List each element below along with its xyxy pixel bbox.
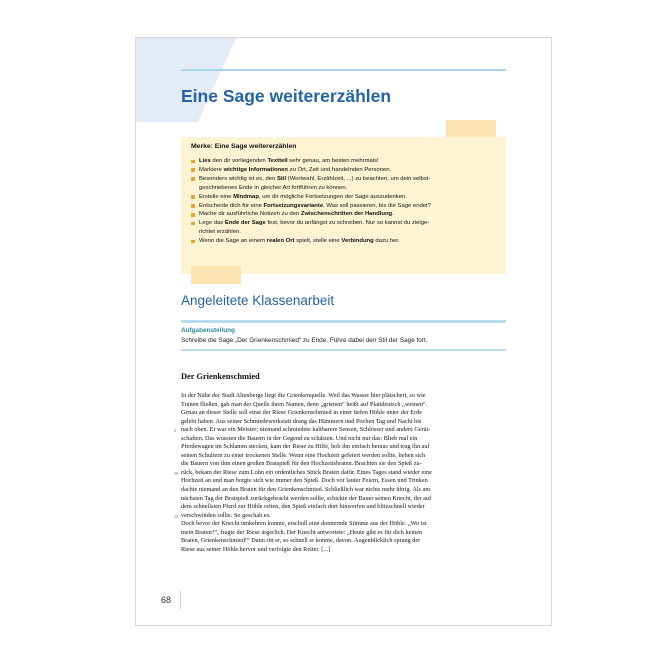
story-line-text: mein Braten?“, fragte der Riese ärgerlich. Der Knecht antwortete: „Heute gibt es für dich keinen — [181, 528, 423, 536]
merke-item-text: Lege das — [199, 220, 225, 227]
merke-item-bold: Stil — [276, 175, 287, 182]
story-line-text: Hochzeit an und man borgte sich wie immer den Spieß. Doch vor lauter Feiern, Essen und Trinken — [181, 477, 428, 485]
task-label: Aufgabenstellung — [181, 327, 235, 334]
bullet-icon — [191, 222, 195, 226]
merke-item — [191, 166, 501, 175]
story-line-text: Doch bevor der Knecht umkehren konnte, erscholl eine donnernde Stimme aus der Höhle. „Wo ist — [181, 520, 427, 528]
story-text — [174, 392, 511, 554]
story-line — [181, 418, 511, 427]
bullet-icon — [191, 177, 195, 181]
story-line — [181, 401, 511, 410]
merke-item-bold: Zwischenschritten der Handlung — [300, 211, 393, 218]
story-line — [181, 537, 511, 546]
merke-item-text: fest, bevor du anfängst zu schreiben. Nur so kannst du zielge- — [265, 220, 430, 227]
merke-item-bold: wichtige Informationen — [223, 166, 289, 173]
story-title: Der Grienkenschmied — [181, 372, 260, 381]
story-line-text: Riese aus seiner Höhle hervor und verfolgte den Reiter. [...] — [181, 545, 331, 553]
line-number: 15 — [174, 513, 179, 519]
merke-item-text: , um dir mögliche Fortsetzungen der Sage auszudenken. — [258, 193, 407, 200]
merke-heading: Merke: Eine Sage weitererzählen — [191, 143, 297, 150]
story-line — [181, 460, 511, 469]
story-line-text: die Bauern von ihm einen großen Bratspieß für den Hochzeitsbraten. Brachten sie den Spieß zu- — [181, 460, 422, 468]
merke-item-bold: Mindmap — [233, 193, 259, 200]
merke-item — [191, 210, 501, 219]
merke-item-text: dazu her. — [373, 238, 400, 245]
merke-item — [191, 157, 501, 166]
page-number-rule — [180, 591, 181, 609]
bullet-icon — [191, 213, 195, 217]
story-line-text: In der Nähe der Stadt Altenberge liegt die Grienkenquelle. Weil das Wasser hier plätschert, so wie — [181, 392, 426, 399]
merke-item-text: den dir vorliegenden — [210, 158, 268, 164]
story-line — [181, 486, 511, 495]
section-title: Angeleitete Klassenarbeit — [181, 293, 335, 308]
merke-item-text: spielt, stelle eine — [294, 238, 342, 245]
story-line — [181, 520, 511, 529]
merke-item-text: . Was soll passieren, bis die Sage endet? — [323, 202, 431, 209]
merke-accent-bottom — [191, 266, 241, 284]
merke-item — [191, 202, 501, 211]
story-line-text: dachte niemand an den Braten für den Grienkenschmied. Schließlich war nichts mehr übrig. Als am — [181, 486, 431, 494]
story-line — [181, 495, 511, 504]
story-line — [181, 443, 511, 452]
merke-item-text: geschriebenes Ende in gleicher Art fortführen zu können. — [199, 184, 348, 191]
merke-item — [191, 219, 501, 228]
bullet-icon — [191, 204, 195, 208]
merke-item-text: Wenn die Sage an einem — [199, 238, 267, 245]
page-title: Eine Sage weitererzählen — [181, 86, 392, 106]
merke-item — [191, 228, 501, 237]
merke-item-text: zu Ort, Zeit und handelnden Personen. — [288, 166, 392, 173]
merke-item-bold: Fortsetzungsvariante — [263, 202, 324, 209]
merke-item — [191, 193, 501, 202]
merke-item-bold: realen Ort — [266, 238, 295, 245]
story-line-text: gelebt haben. Aus seiner Schmiedewerkstatt drang das Hämmern und Pochen Tag und Nacht bis — [181, 417, 422, 425]
merke-item-text: Mache dir ausführliche Notizen zu den — [199, 211, 301, 218]
merke-item-text: . — [392, 211, 394, 218]
story-line-text: Tränen fließen, gab man der Quelle ihren Namen, denn „grienen“ heißt auf Plattdeutsch „weinen“. — [181, 400, 428, 408]
story-line-text: dem schnellsten Pferd zur Höhle reiten, den Spieß einfach dort hinwerfen und blitzschnell wieder — [181, 503, 425, 511]
merke-item-bold: Lies — [199, 158, 211, 164]
merke-item-bold: Textteil — [267, 158, 288, 164]
story-line — [174, 468, 511, 478]
merke-item-text: (Wortwahl, Erzählzeit, ...) zu beachten, um dein selbst- — [286, 175, 431, 182]
merke-item — [191, 237, 501, 246]
merke-item-text: Markiere — [199, 166, 224, 173]
document-page — [135, 37, 552, 626]
story-line — [181, 392, 511, 401]
story-line-text: nach oben. Er war ein Meister; niemand schmiedete haltbarere Sensen, Schlösser und andere Gerät- — [181, 426, 431, 434]
story-line-text: rück, bekam der Riese zum Lohn ein ordentliches Stück Braten dafür. Eines Tages stand wieder eine — [181, 468, 432, 476]
story-line — [174, 426, 511, 435]
merke-item-text: Besonders wichtig ist es, den — [199, 175, 277, 182]
merke-list — [191, 157, 501, 246]
story-line-text: verschwinden sollte. So geschah es. — [181, 511, 271, 519]
line-number: 10 — [174, 470, 179, 476]
story-line — [174, 511, 511, 521]
bullet-icon — [191, 195, 195, 199]
merke-item-text: Erstelle eine — [199, 193, 234, 200]
merke-item-text: sehr genau, am besten mehrmals! — [287, 158, 379, 164]
story-line-text: Braten, Grienkenschmied!“ Dann ritt er, so schnell er konnte, davon. Augenblicklich sprang der — [181, 537, 421, 545]
story-line — [181, 452, 511, 461]
merke-item — [191, 175, 501, 184]
story-line-text: seinen Schultern zu einer trockenen Stelle. Wenn eine Hochzeit gefeiert werden sollte, liehen sich — [181, 451, 426, 459]
corner-decoration — [136, 38, 236, 122]
merke-item-bold: Ende der Sage — [224, 220, 266, 227]
story-line — [181, 409, 511, 418]
bullet-icon — [191, 240, 195, 244]
title-rule — [181, 69, 506, 71]
merke-item-text: Entscheide dich für eine — [199, 202, 264, 209]
story-line — [181, 529, 511, 538]
story-line — [181, 503, 511, 512]
bullet-icon — [191, 168, 195, 172]
story-line-text: Genau an dieser Stelle soll einst der Riese Grienkenschmied in einer tiefen Höhle unter der Erde — [181, 409, 423, 417]
bullet-icon — [191, 160, 195, 164]
story-line-text: nächsten Tag der Bratspieß zurückgebracht werden sollte, schickte der Bauer seinen Knecht, der auf — [181, 494, 432, 502]
section-rule-bottom — [181, 349, 506, 351]
story-line-text: Pferdewagen im Schlamm stecken, kam der Riese zu Hilfe, hob ihn einfach heraus und trug ihn auf — [181, 443, 430, 451]
line-number: 5 — [174, 428, 177, 434]
merke-item-text: richtet erzählen. — [199, 229, 241, 236]
story-line — [181, 546, 511, 555]
story-line-text: schaften. Das wussten die Bauern in der Gegend zu schätzen. Und nicht nur das: Blieb mal ein — [181, 434, 418, 442]
section-rule-top — [181, 320, 506, 323]
merke-item — [191, 184, 501, 193]
page-number: 68 — [161, 595, 172, 605]
merke-item-bold: Verbindung — [341, 238, 374, 245]
task-text: Schreibe die Sage „Der Grienkenschmied“ zu Ende. Führe dabei den Stil der Sage fort. — [181, 337, 428, 344]
story-line — [181, 435, 511, 444]
story-line — [181, 477, 511, 486]
